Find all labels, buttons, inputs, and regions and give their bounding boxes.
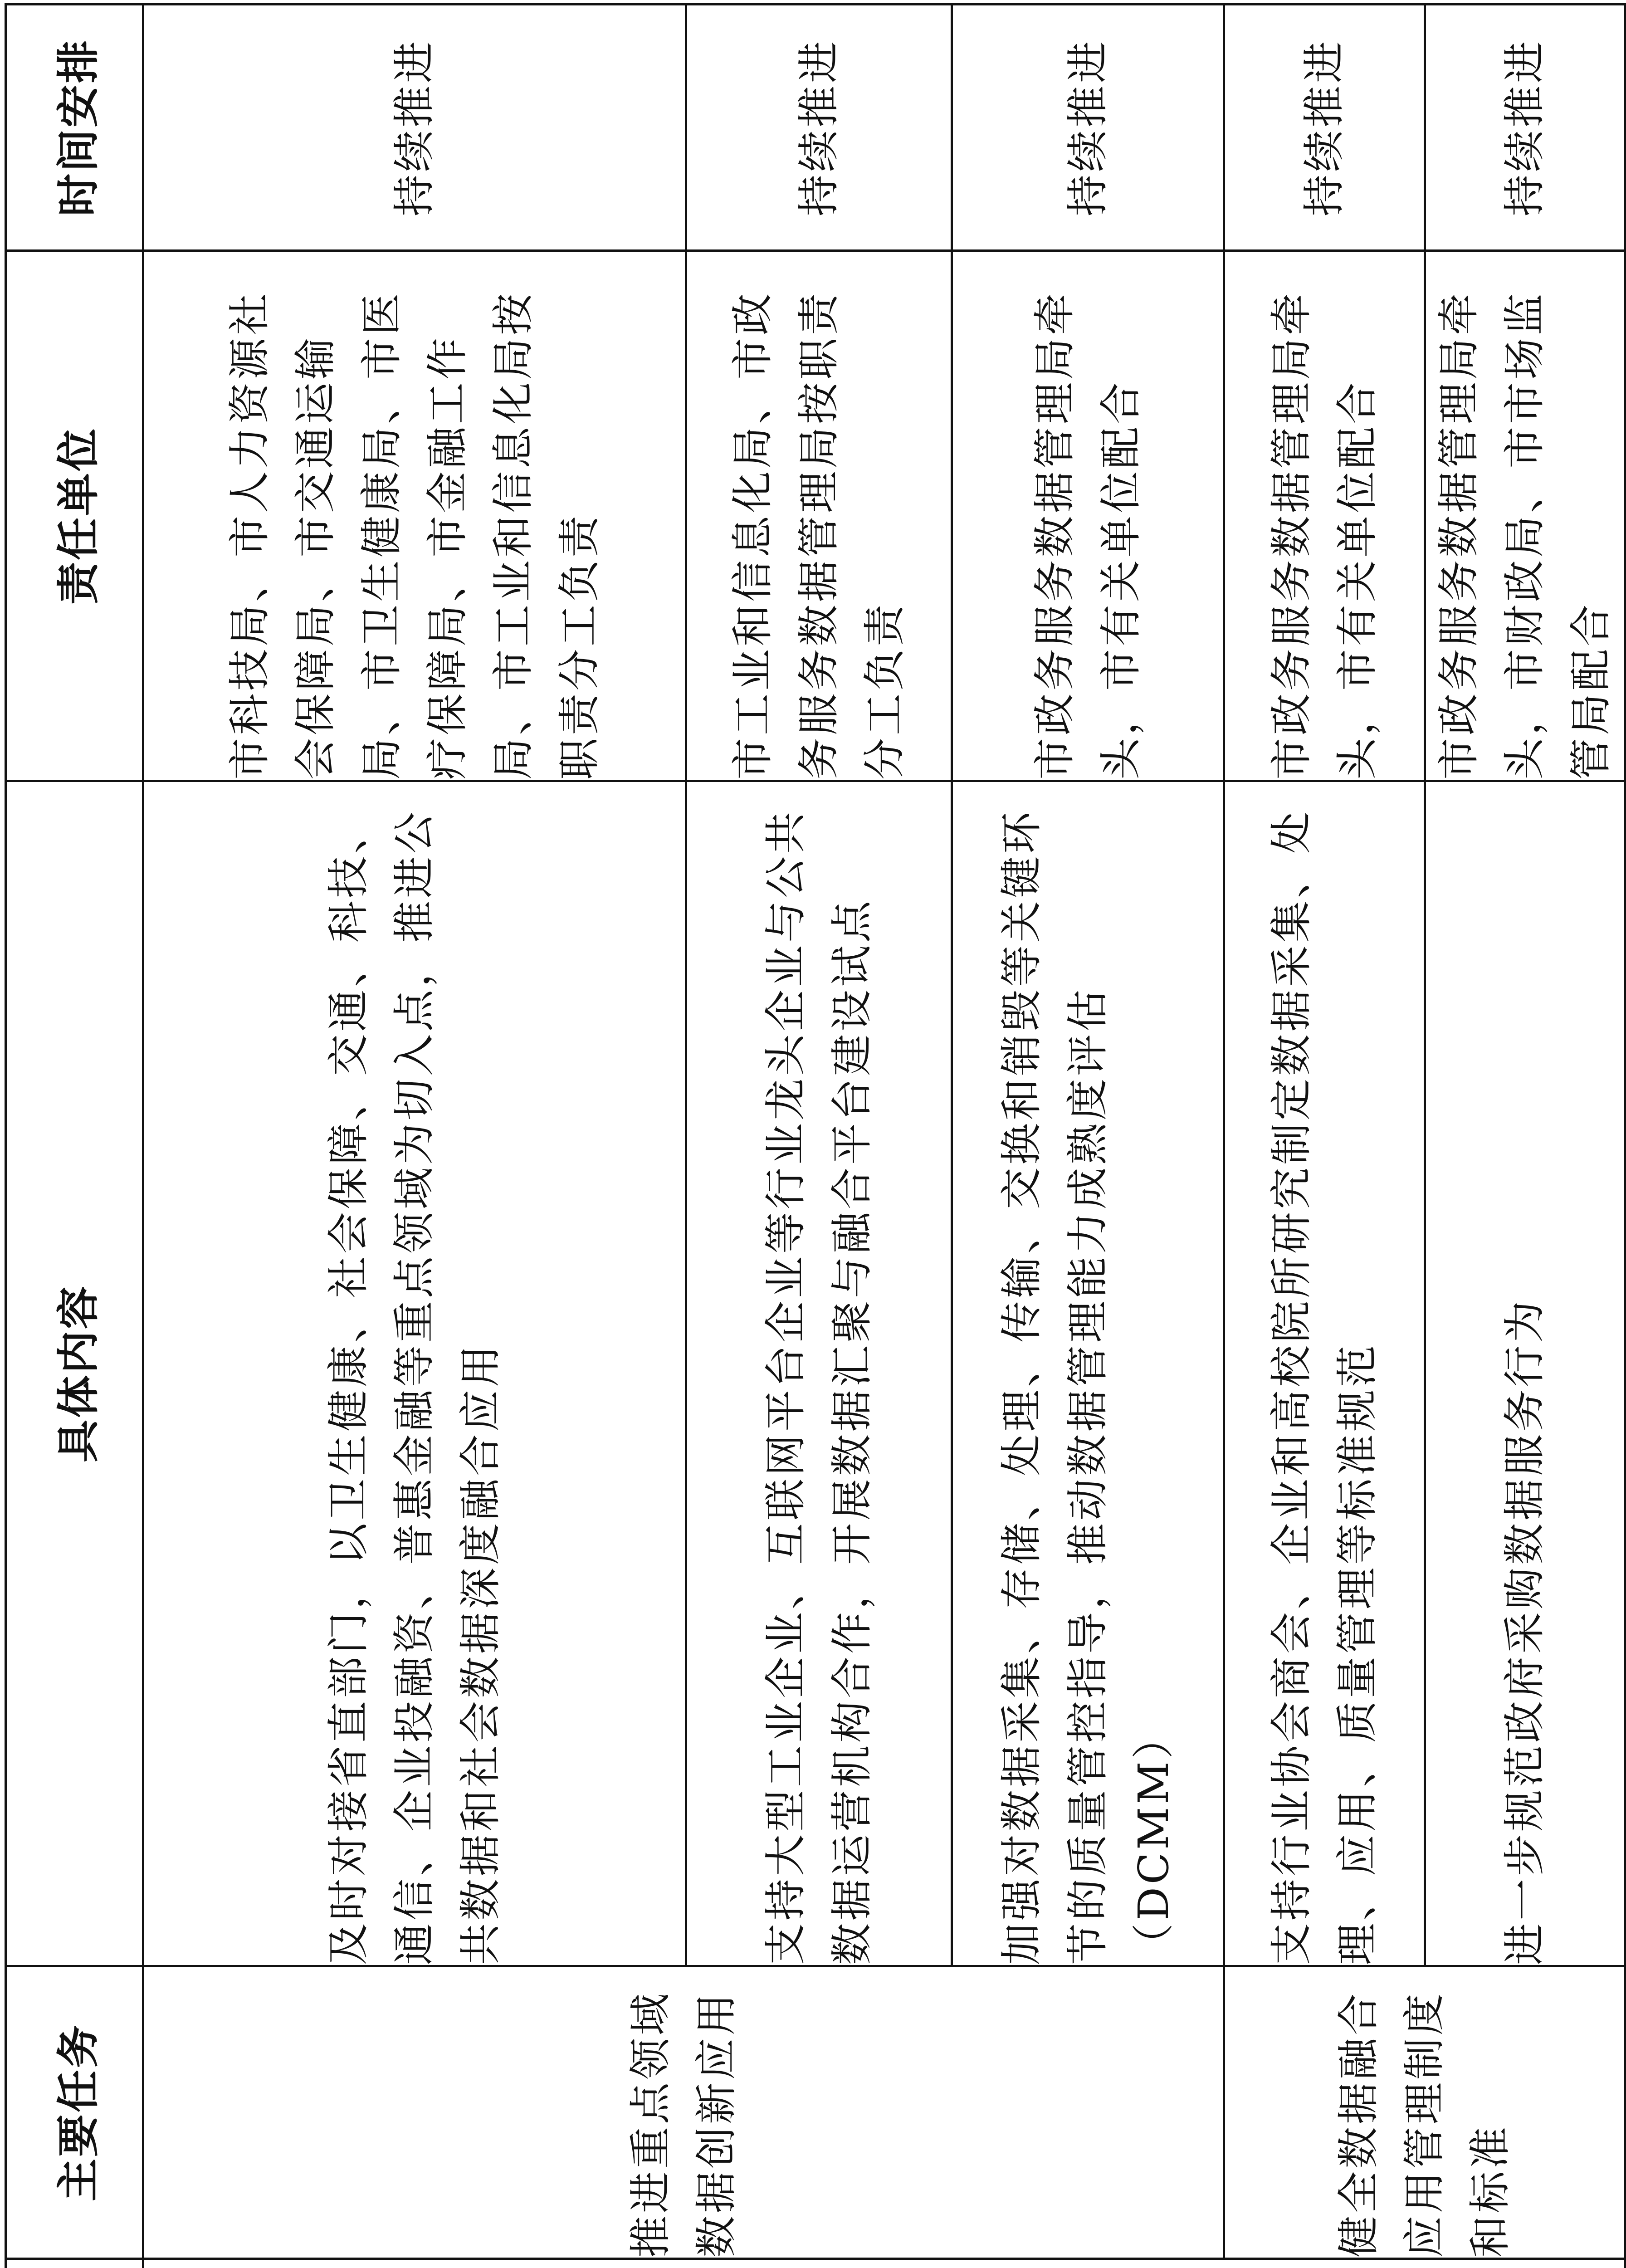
row-unit: 市政务服务数据管理局牵头，市有关单位配合 <box>1224 251 1425 781</box>
main-task: 健全数据融合应用管理制度和标准 <box>1334 1990 1515 2258</box>
row-content: 加强对数据采集、存储、处理、传输、交换和销毁等关键环节的质量管控指导，推动数据管理能力成熟度评估（DCMM） <box>952 781 1224 1966</box>
main-task-cell <box>143 1966 1224 2259</box>
header-row <box>6 5 143 2268</box>
header-unit: 责任单位 <box>6 251 143 781</box>
row-time: 持续推进 <box>686 5 952 251</box>
row-unit: 市工业和信息化局、市政务服务数据管理局按职责分工负责 <box>686 251 952 781</box>
row-time: 持续推进 <box>952 5 1224 251</box>
row-content: 支持行业协会商会、企业和高校院所研究制定数据采集、处理、应用、质量管理等标准规范 <box>1224 781 1425 1966</box>
task-category-cell <box>143 2259 1625 2268</box>
table-row <box>686 5 952 2268</box>
table-row <box>952 5 1224 2268</box>
row-unit: 市科技局、市人力资源社会保障局、市交通运输局、市卫生健康局、市医疗保障局、市金融工作局、市工业和信息化局按职责分工负责 <box>143 251 686 781</box>
header-main-task: 主要任务 <box>6 1966 143 2259</box>
table-row <box>1224 5 1425 2268</box>
row-time: 持续推进 <box>143 5 686 251</box>
row-content: 进一步规范政府采购数据服务行为 <box>1425 781 1625 1966</box>
header-content: 具体内容 <box>6 781 143 1966</box>
row-time: 持续推进 <box>1425 5 1625 251</box>
header-category <box>6 2259 143 2268</box>
row-unit: 市政务服务数据管理局牵头，市财政局、市市场监管局配合 <box>1425 251 1625 781</box>
main-task: 推进重点领域数据创新应用 <box>626 1990 741 2258</box>
table-row <box>143 5 686 2268</box>
main-task-cell <box>1224 1966 1625 2259</box>
row-content: 支持大型工业企业、互联网平台企业等行业龙头企业与公共数据运营机构合作，开展数据汇聚与融合平台建设试点 <box>686 781 952 1966</box>
header-time: 时间安排 <box>6 5 143 251</box>
task-table <box>5 3 1626 2268</box>
row-unit: 市政务服务数据管理局牵头，市有关单位配合 <box>952 251 1224 781</box>
row-time: 持续推进 <box>1224 5 1425 251</box>
table-row <box>1425 5 1625 2268</box>
row-content: 及时对接省直部门，以卫生健康、社会保障、交通、科技、通信、企业投融资、普惠金融等重点领域为切入点，推进公共数据和社会数据深度融合应用 <box>143 781 686 1966</box>
task-category <box>752 2260 1016 2268</box>
